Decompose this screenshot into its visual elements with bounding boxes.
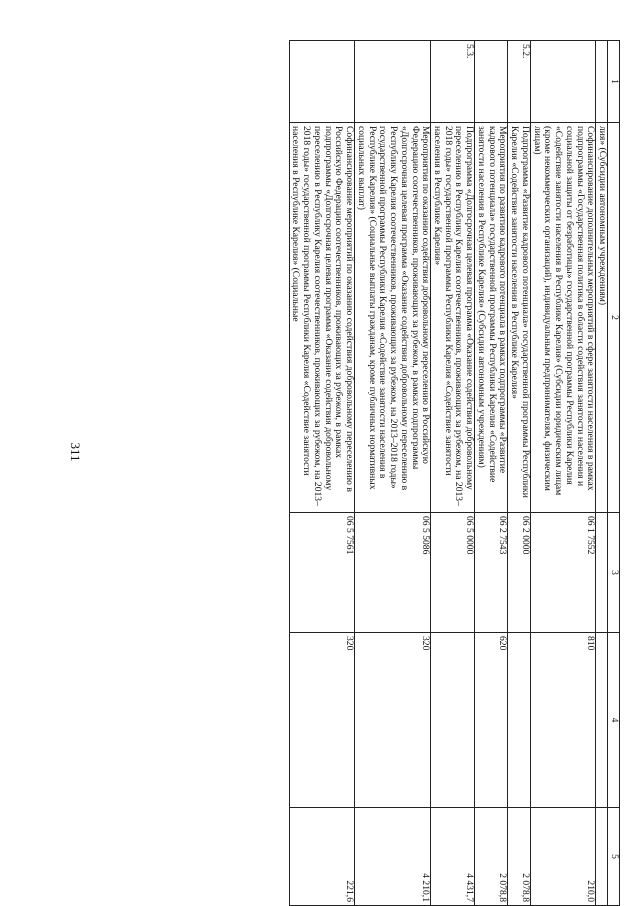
table-row (355, 41, 431, 906)
row-number (596, 41, 608, 123)
row-type (596, 633, 608, 808)
row-type: 320 (355, 633, 431, 808)
row-type: 320 (289, 633, 354, 808)
row-code: 06 5 7561 (289, 513, 354, 633)
row-description: Софинансирование мероприятий по оказанию содействия добровольному переселению в Российскую Федерацию соотечественников, проживающих за рубежом, в рамках подпрограммы «Долгосрочная целевая программа «Оказание содействия добровольному переселению в Республику Карелия соотечественников, проживающих за рубежом, на 2013–2018 годы» государственной программы Республики Карелия «Содействие занятости населения в Республике Карелия» (Социальные (289, 123, 354, 513)
row-amount: 210,0 (530, 808, 595, 906)
row-description: Подпрограмма «Развитие кадрового потенциала» государственной программы Республики Карелия «Содействие занятости населения в Республике Карелия» (508, 123, 530, 513)
row-code: 06 2 7543 (475, 513, 508, 633)
table-row (475, 41, 508, 906)
header-col-3: 3 (608, 513, 620, 633)
row-number: 5.3. (431, 41, 475, 123)
row-number: 5.2. (508, 41, 530, 123)
row-amount: 4 210,1 (355, 808, 431, 906)
table-row (508, 41, 530, 906)
row-number (355, 41, 431, 123)
table-row (596, 41, 608, 906)
row-type (431, 633, 475, 808)
table-row (530, 41, 595, 906)
row-amount: 2 078,8 (508, 808, 530, 906)
row-amount: 4 431,7 (431, 808, 475, 906)
row-type: 620 (475, 633, 508, 808)
row-description: Подпрограмма «Долгосрочная целевая программа «Оказание содействия добровольному переселению в Республику Карелия соотечественников, проживающих за рубежом, на 2013–2018 годы» государственной программы Республики Карелия «Содействие занятости населения в Республике Карелия» (431, 123, 475, 513)
header-col-5: 5 (608, 808, 620, 906)
row-type (508, 633, 530, 808)
row-description: Мероприятия по развитию кадрового потенциала в рамках подпрограммы «Развитие кадрового потенциала» государственной программы Республики Карелия «Содействие занятости населения в Республике Карелия» (Субсидии автономным учреждениям) (475, 123, 508, 513)
row-description: Мероприятия по оказанию содействия добровольному переселению в Российскую Федерацию соотечественников, проживающих за рубежом, в рамках подпрограммы «Долгосрочная целевая программа «Оказание содействия добровольному переселению в Республику Карелия соотечественников, проживающих за рубежом, на 2013–2018 годы» государственной программы Республики Карелия «Содействие занятости населения в Республике Карелия» (Социальные выплаты гражданам, кроме публичных нормативных социальных выплат) (355, 123, 431, 513)
row-description: лия» (Субсидии автономным учреждениям) (596, 123, 608, 513)
row-description: Софинансирование дополнительных мероприятий в сфере занятости населения в рамках подпрограммы «Государственная политика в области содействия занятости населения и социальной защиты от безработицы» государственной программы Республики Карелия «Содействие занятости населения в Республике Карелия» (Субсидии юридическим лицам (кроме некоммерческих организаций), индивидуальным предпринимателям, физическим лицам) (530, 123, 595, 513)
row-amount (596, 808, 608, 906)
row-amount: 221,6 (289, 808, 354, 906)
row-code: 06 5 0000 (431, 513, 475, 633)
row-type: 810 (530, 633, 595, 808)
table-header-row (608, 41, 620, 906)
header-col-4: 4 (608, 633, 620, 808)
row-code: 06 2 0000 (508, 513, 530, 633)
page-number: 311 (68, 442, 83, 462)
row-number (475, 41, 508, 123)
header-col-1: 1 (608, 41, 620, 123)
table-row (289, 41, 354, 906)
table-row (431, 41, 475, 906)
row-code: 06 1 7552 (530, 513, 595, 633)
rotated-table-container (115, 40, 620, 905)
row-number (530, 41, 595, 123)
row-code (596, 513, 608, 633)
row-number (289, 41, 354, 123)
row-amount: 2 078,8 (475, 808, 508, 906)
row-code: 06 5 5086 (355, 513, 431, 633)
budget-table (289, 40, 620, 906)
header-col-2: 2 (608, 123, 620, 513)
